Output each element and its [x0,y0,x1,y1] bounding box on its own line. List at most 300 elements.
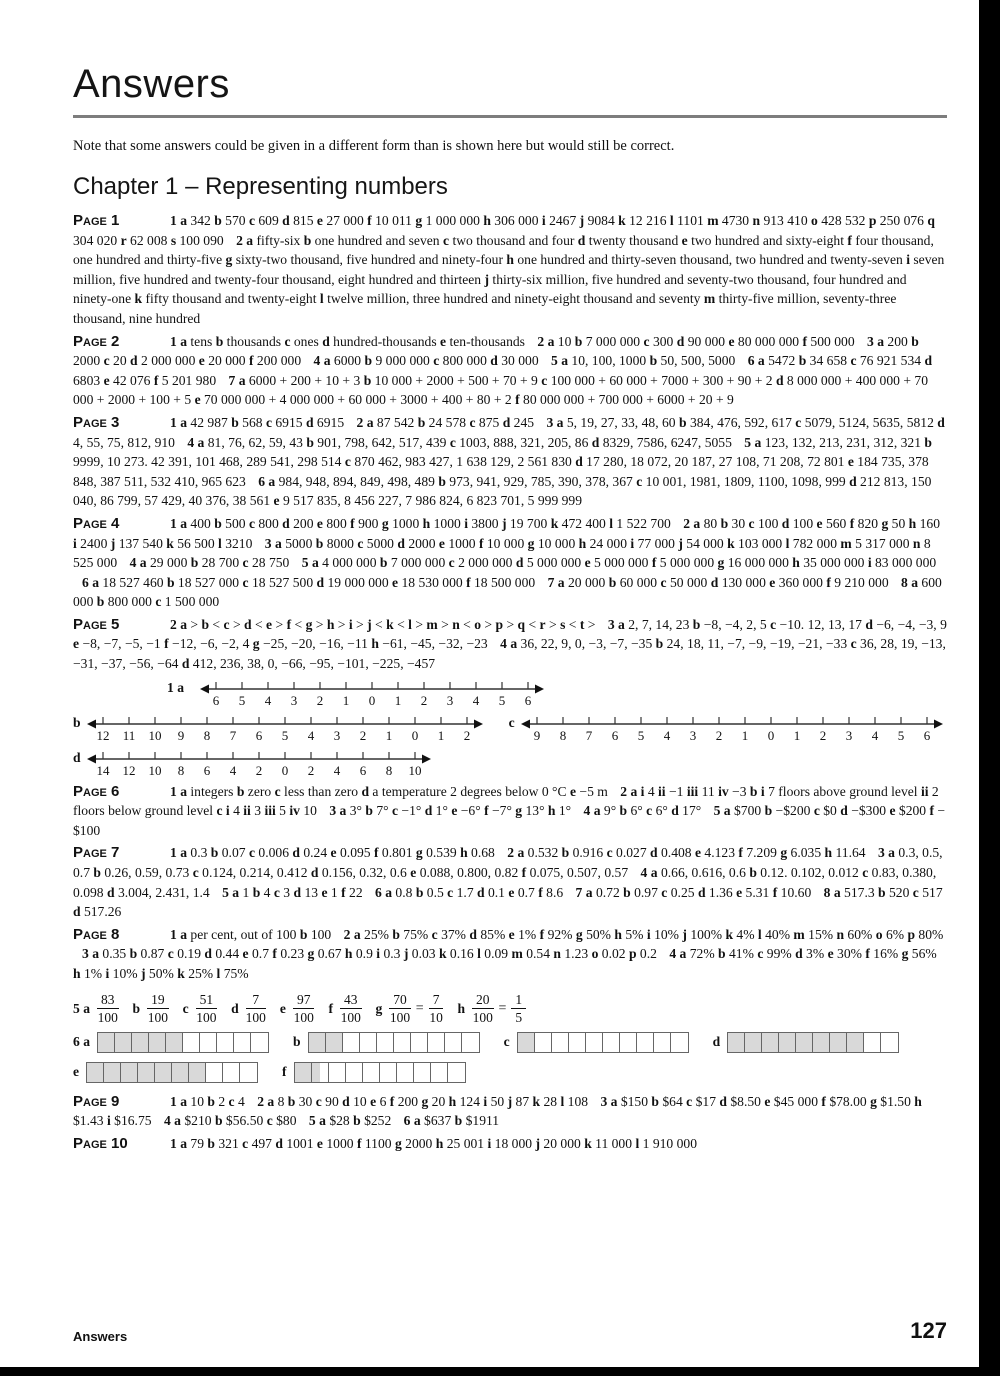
answer-text: 5 000 000 [656,555,718,571]
answer-key-label: 2 a [236,232,254,248]
answer-text: 6% [882,926,908,942]
answer-text: 35 000 000 [799,555,868,571]
answer-key-label: 7 a [575,884,593,900]
grid-cell [189,1063,206,1082]
answer-text: 815 [289,213,317,228]
answer-text: 9° [600,803,620,819]
answer-key-label: h [614,926,622,942]
answer-key-label: e [392,574,399,590]
grid-cell [329,1063,346,1082]
answer-text: 0.075, 0.507, 0.57 [526,865,632,881]
answer-key-label: b [315,535,324,551]
answer-text: 75% [220,966,249,981]
answer-text: 0.72 [592,884,624,900]
answer-text: 108 [564,1093,592,1109]
fraction [472,992,494,1026]
answer-key-label: b [207,1093,215,1109]
tick-label: 5 [498,692,506,708]
answer-key-label: c [850,353,857,369]
strip-item [73,1062,258,1083]
answer-section [73,843,947,921]
answer-key-label: 1 a [170,333,187,349]
answer-text: 0.68 [467,845,499,861]
answer-key-label: h [506,252,514,268]
answer-key-label: b [303,232,312,248]
grid-cell [637,1033,654,1052]
answer-text: 9 210 000 [830,574,893,590]
answer-text: 0.02 [598,946,629,962]
answer-text: fifty thousand and twenty-eight [142,291,320,307]
answer-text: 16% [869,946,902,962]
answer-text: 782 000 [789,535,841,551]
answer-key-label: j [110,535,116,551]
answer-key-label: f [738,845,743,861]
answer-key-label: c [248,515,255,531]
fraction [389,992,411,1026]
grid-cell [779,1033,796,1052]
answer-key-label: c [770,616,777,632]
tick-label: 9 [177,727,184,743]
answer-text: 1 910 000 [639,1135,697,1151]
answer-key-label: n [452,616,460,632]
answer-text: two thousand and four [449,232,578,248]
answer-key-label: 7 a [547,574,565,590]
answer-text: 4.123 [701,845,739,861]
answer-key-label: b [454,1113,463,1129]
tick-label: 0 [411,727,418,743]
answer-key-label: 1 a [170,414,187,430]
strip-item [713,1032,900,1053]
fraction [293,992,315,1026]
answer-text: 6000 + 200 + 10 + 3 [245,372,364,388]
answer-text: 17 280, 18 072, 20 187, 27 108, 71 208, 72 801 [582,454,848,470]
answer-text: 25 001 [443,1135,488,1151]
answer-text: 4 [644,783,659,799]
answer-text: > [272,616,287,632]
answer-key-label: c [155,594,162,610]
answer-key-label: f [826,574,831,590]
tick-label: 6 [611,727,618,743]
answer-text: 80 [700,515,721,531]
answer-key-label: b [619,803,628,819]
answer-section [73,925,947,1083]
grid-cell [309,1033,326,1052]
answer-key-label: c [661,884,668,900]
answer-key-label: e [266,616,273,632]
page-label: Page 7 [73,844,120,862]
answer-text: 570 [221,213,249,228]
answer-text: 50 [888,515,909,531]
grid-cell [796,1033,813,1052]
answer-key-label: c [228,1093,235,1109]
answer-text: 56 500 [173,535,219,551]
answer-key-label: h [435,1135,444,1151]
answer-key-label: f [651,555,657,571]
answer-key-label: 3 a [546,414,564,430]
answer-text: 1° [432,803,452,819]
section-paragraph [73,925,947,984]
answer-key-label: d [361,783,369,799]
answer-section [73,413,947,511]
answer-text: $28 [325,1113,354,1129]
answer-text: 212 813, 150 040, 86 799, 57 429, 40 376, 38 561 [73,473,932,509]
grid-cell [217,1033,234,1052]
answer-key-label: i [630,535,635,551]
section-paragraph [73,782,947,841]
answer-text: thirty-six million, five hundred and seventy-two thousand, four hundred and ninety-one [73,271,907,307]
answer-text: 0.916 [569,845,607,861]
answer-text: 20 [109,353,131,369]
answer-key-label: c [315,1093,322,1109]
page-label: Page 1 [73,212,120,229]
answer-text: 5 317 000 [851,535,913,551]
answer-key-label: p [628,946,637,962]
answer-key-label: d [591,434,600,450]
answer-section [73,514,947,612]
answer-key-label: 5 a [308,1113,326,1129]
grid-cell [620,1033,637,1052]
answer-key-label: i [376,946,381,962]
answer-text: 3 [279,884,294,900]
grid-strip [86,1062,258,1083]
answer-text: 3210 [221,535,256,551]
answer-text: 5 000 000 [590,555,652,571]
grid-cell [343,1033,360,1052]
answer-key-label: 4 a [163,1113,181,1129]
answer-key-label: k [584,1135,592,1151]
answer-text: two hundred and sixty-eight [687,232,848,248]
arrow-right-icon [474,719,483,728]
answer-text: 500 [221,515,249,531]
answer-key-label: h [344,946,353,962]
tick-label: 10 [148,762,162,778]
answer-key-label: f [515,392,520,408]
tick-label: 4 [663,727,670,743]
answer-key-label: e [508,926,515,942]
answer-key-label: g [252,636,260,652]
answer-text: 10 [299,803,321,819]
answer-text: 0.5 [423,884,448,900]
answer-text: 2 000 000 [454,555,516,571]
answer-key-label: d [937,414,945,430]
answer-key-label: p [868,213,877,228]
answer-key-label: o [875,926,883,942]
answer-section [73,1092,947,1131]
answer-text: 6915 [313,414,348,430]
grid-cell [654,1033,671,1052]
answer-key-label: c [242,1135,249,1151]
grid-cell [104,1063,121,1082]
grid-strip [294,1062,466,1083]
answer-key-label: f [367,213,372,228]
answer-key-label: 6 a [403,1113,421,1129]
answer-key-label: e [198,353,205,369]
answer-key-label: b [214,1113,223,1129]
answer-key-label: 4 a [313,353,331,369]
tick-label: 2 [359,727,366,743]
answer-text: 3 [250,803,265,819]
answer-text: 6° [652,803,672,819]
answer-text: 10 [554,333,575,349]
answer-key-label: b [720,515,729,531]
answer-key-label: b i [749,783,765,799]
grid-cell [847,1033,864,1052]
tick-label: 3 [845,727,852,743]
answer-text: ones [290,333,323,349]
answer-key-label: f [389,1093,395,1109]
answer-text: 10% [650,926,683,942]
tick-label: 14 [96,762,110,778]
answer-key-label: b [878,884,886,900]
answer-text: > [503,616,518,632]
answer-key-label: c [167,946,174,962]
answer-key-label: e [694,845,702,861]
answer-key-label: b [166,574,175,590]
answer-key-label: e [451,803,458,819]
answer-key-label: 3 a [82,946,99,962]
answer-text: 0.2 [636,946,661,962]
answer-key-label: e [889,803,896,819]
answer-text: 3% [802,946,828,962]
answer-text: 2 floors below ground level [73,783,939,819]
answer-text: 1000 [388,515,423,531]
grid-strip [308,1032,480,1053]
answer-key-label: n [553,946,561,962]
answer-key-label: 6 a [73,1034,90,1050]
answer-key-label: h [914,1093,922,1109]
answer-key-label: c [344,454,351,470]
answer-text: 27 000 [322,213,368,228]
grid-cell [360,1033,377,1052]
arrow-right-icon [934,719,943,728]
page-edge-right-bar [979,0,1000,1376]
grid-cell [183,1033,200,1052]
answer-key-label: d [712,1034,721,1050]
answer-key-label: c [266,1113,273,1129]
answer-text: 19 000 000 [324,574,393,590]
number-line-row [73,713,947,744]
answer-key-label: f [153,372,159,388]
chapter-heading: Chapter 1 – Representing numbers [73,173,448,200]
answer-text: 0.26, 0.59, 0.73 [100,865,193,881]
answer-text: $78.00 [825,1093,871,1109]
answer-text: 37% [437,926,470,942]
answer-text: 13 [301,884,322,900]
tick-label: 5 [281,727,288,743]
answer-key-label: e [827,946,834,962]
answer-key-label: g [780,845,788,861]
answer-text: −5 m [576,783,612,799]
answer-key-label: j [501,515,507,531]
answer-key-label: g [394,1135,402,1151]
answer-key-label: f [249,353,254,369]
answer-key-label: 5 a [301,555,319,571]
answer-text: 0.3, 0.5, 0.7 [73,845,943,881]
strip-item [504,1032,689,1053]
answer-key-label: b [306,434,314,450]
answer-key-label: m [793,926,805,942]
answer-text: 184 735, 378 848, 387 511, 532 410, 965 623 [73,454,929,489]
answer-text: 50 000 [666,574,711,590]
answer-key-label: d [490,353,498,369]
answer-key-label: d [840,803,848,819]
fraction [511,992,526,1026]
answer-text: 1000 [444,535,479,551]
page-label: Page 4 [73,514,120,532]
answer-text: 123, 132, 213, 231, 312, 321 [761,434,925,450]
answer-text: 80% [915,926,944,942]
grid-cell [312,1063,329,1082]
answer-text: > [584,616,599,632]
answer-text: −3 [728,783,750,799]
grid-cell [234,1033,251,1052]
tick-label: 2 [715,727,722,743]
tick-label: 4 [307,727,314,743]
fraction-denominator: 100 [340,1010,361,1026]
answer-text: > [437,616,453,632]
grid-cell [121,1063,138,1082]
answer-key-label: d [244,616,252,632]
answer-text: > [411,616,427,632]
answer-text: 304 020 [73,232,121,248]
tick-label: 0 [281,762,288,778]
answer-key-label: d [671,803,679,819]
answer-key-label: c [103,353,110,369]
answer-key-label: b [924,434,932,450]
answer-key-label: f [484,803,489,819]
grid-strip [517,1032,689,1053]
answer-key-label: f [865,946,870,962]
answer-text: 50% [582,926,615,942]
tick-label: 1 [741,727,748,743]
answer-text: 11.64 [832,845,869,861]
tick-label: 0 [767,727,774,743]
answer-text: 3.004, 2.431, 1.4 [114,884,214,900]
answer-text: 1003, 888, 321, 205, 86 [455,434,592,450]
answer-text: 4 [260,884,274,900]
answer-text: −6° [457,803,485,819]
answer-key-label: c [248,845,255,861]
answer-text: a temperature 2 degrees below 0 °C [369,783,570,799]
tick-label: 2 [819,727,826,743]
tick-label: 8 [177,762,184,778]
strip-row [73,1032,947,1053]
answer-text: < [209,616,224,632]
answer-text: 472 400 [558,515,610,531]
grid-cell [397,1063,414,1082]
grid-cell [223,1063,240,1082]
answer-text: 0.12. 0.102, 0.012 [756,865,863,881]
answer-key-label: f [478,535,484,551]
tick-label: 6 [255,727,262,743]
answer-key-label: 3 a [867,333,885,349]
answer-text: 7 floors above ground level [764,783,921,799]
answer-text: 306 000 [490,213,542,228]
grid-cell [414,1063,431,1082]
answer-key-label: k [727,535,735,551]
answer-key-label: b [93,865,101,881]
answer-text: 1 [327,884,342,900]
answer-key-label: e [330,845,337,861]
answer-key-label: c [757,946,764,962]
answer-key-label: 5 a [551,353,569,369]
answer-key-label: d [719,1093,727,1109]
tick-label: 2 [420,692,428,708]
answer-key-label: e [584,555,591,571]
grid-cell [569,1033,586,1052]
answer-key-label: 5 a [713,803,731,819]
answer-text: 517.3 [840,884,879,900]
tick-label: 4 [264,692,272,708]
tick-label: 0 [368,692,376,708]
answer-key-label: j [403,946,409,962]
answer-key-label: d [650,845,658,861]
answer-key-label: k [438,946,447,962]
answer-key-label: b [798,353,807,369]
section-paragraph [73,843,947,921]
answer-key-label: 3 a [600,1093,618,1109]
answer-key-label: g [305,616,313,632]
answer-key-label: c [636,473,643,489]
answer-key-label: 6 a [258,473,276,489]
answer-text: 160 [916,515,941,531]
answer-key-label: 2 a [356,414,374,430]
answer-text: 1100 [361,1135,395,1151]
answer-key-label: k [550,515,559,531]
answer-key-label: f [802,333,808,349]
answer-text: 19 700 [506,515,551,531]
answer-text: 7 000 000 [387,555,449,571]
answer-text: tens [187,333,216,349]
answer-key-label: k [177,966,185,981]
answer-text: 200 [289,515,317,531]
answer-key-label: ii [920,783,929,799]
answer-key-label: m [511,946,523,962]
answer-text: integers [187,783,237,799]
answer-key-label: b [236,783,245,799]
answer-key-label: g [375,1000,383,1016]
answer-text: −$100 [73,803,946,838]
answer-key-label: l [635,1135,640,1151]
answer-key-label: g [870,1093,877,1109]
strip-row [73,1062,947,1083]
answer-text: 15% [804,926,837,942]
answer-text: 342 [187,213,215,228]
answer-text: 0.095 [336,845,374,861]
answer-key-label: e [736,884,743,900]
answer-text: 30 [295,1093,316,1109]
answer-key-label: c [646,803,653,819]
tick-label: 6 [212,692,220,708]
grid-cell [138,1063,155,1082]
answer-key-label: b [132,1000,141,1016]
answer-text: −12, −6, −2, 4 [168,636,253,652]
answer-key-label: d [293,884,302,900]
answer-key-label: c [391,803,399,819]
answer-text: 0.006 [255,845,293,861]
answer-key-label: d [781,515,790,531]
answer-key-label: iv [718,783,729,799]
answer-key-label: d [697,884,706,900]
answer-key-label: e [103,372,110,388]
answer-key-label: j [535,1135,540,1151]
answer-key-label: c [182,1000,189,1016]
answer-key-label: h [483,213,491,228]
answer-text: twelve million, three hundred and ninety-eight thousand and seventy [323,291,704,307]
answer-key-label: i [487,1135,492,1151]
answer-key-label: d [849,473,857,489]
answer-key-label: h [547,803,556,819]
